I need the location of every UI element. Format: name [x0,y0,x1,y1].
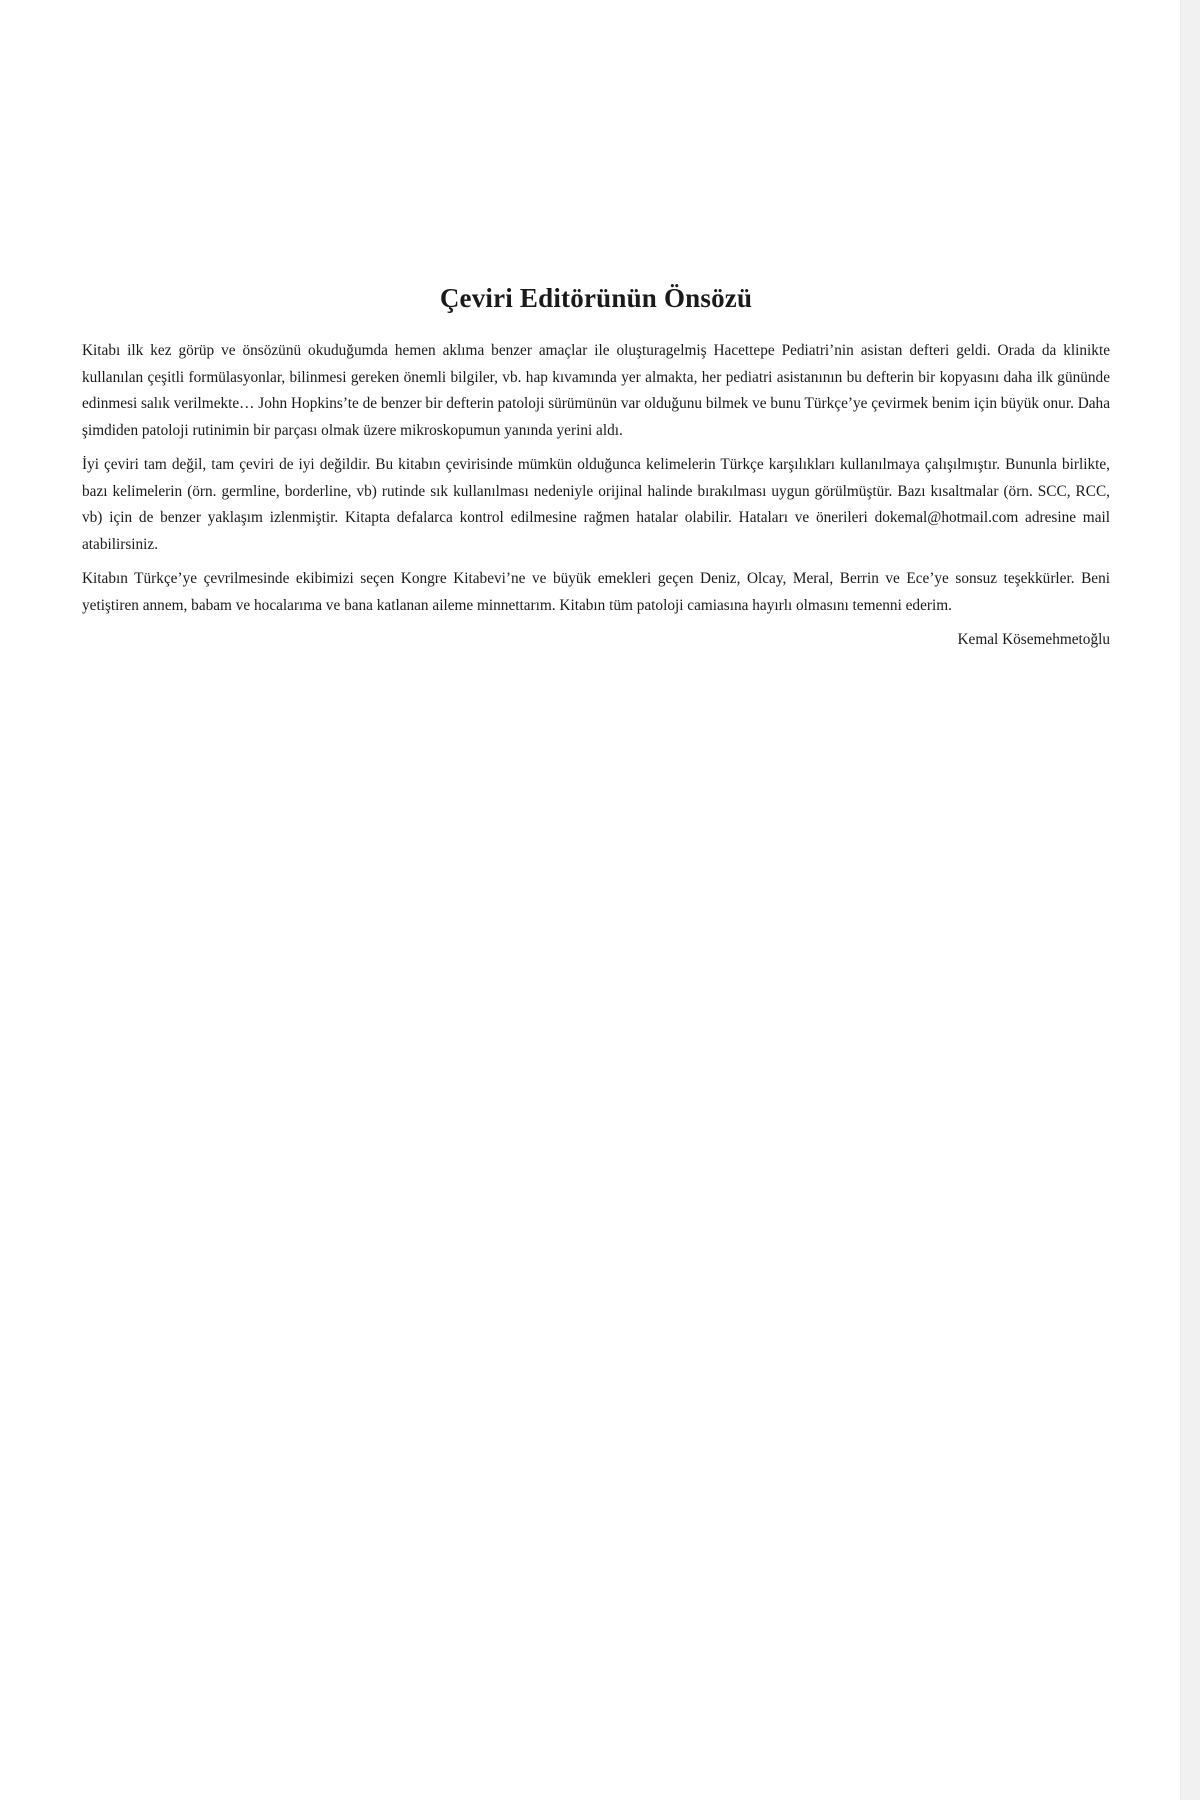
page-edge-strip [1180,0,1200,1800]
preface-paragraph-2: İyi çeviri tam değil, tam çeviri de iyi değildir. Bu kitabın çevirisinde mümkün olduğunca kelimelerin Türkçe karşılıkları kullanılmaya çalışılmıştır. Bununla birlikte, bazı kelimelerin (örn. germline, borderline, vb) rutinde sık kullanılması nedeniyle orijinal halinde bırakılması uygun görülmüştür. Bazı kısaltmalar (örn. SCC, RCC, vb) için de benzer yaklaşım izlenmiştir. Kitapta defalarca kontrol edilmesine rağmen hatalar olabilir. Hataları ve önerileri dokemal@hotmail.com adresine mail atabilirsiniz. [82,456,1110,553]
preface-paragraph-1: Kitabı ilk kez görüp ve önsözünü okuduğumda hemen aklıma benzer amaçlar ile oluşturagelmiş Hacettepe Pediatri’nin asistan defteri geldi. Orada da klinikte kullanılan çeşitli formülasyonlar, bilinmesi gereken önemli bilgiler, vb. hap kıvamında yer almakta, her pediatri asistanının bu defterin bir kopyasını daha ilk gününde edinmesi salık verilmekte… John Hopkins’te de benzer bir defterin patoloji sürümünün var olduğunu bilmek ve bunu Türkçe’ye çevirmek benim için büyük onur. Daha şimdiden patoloji rutinimin bir parçası olmak üzere mikroskopumun yanında yerini aldı. [82,342,1110,439]
preface-paragraph-3: Kitabın Türkçe’ye çevrilmesinde ekibimizi seçen Kongre Kitabevi’ne ve büyük emekleri geçen Deniz, Olcay, Meral, Berrin ve Ece’ye sonsuz teşekkürler. Beni yetiştiren annem, babam ve hocalarıma ve bana katlanan aileme minnettarım. Kitabın tüm patoloji camiasına hayırlı olmasını temenni ederim. [82,570,1110,614]
preface-content [82,283,1110,653]
author-signature: Kemal Kösemehmetoğlu [957,631,1110,648]
preface-title: Çeviri Editörünün Önsözü [439,283,753,313]
